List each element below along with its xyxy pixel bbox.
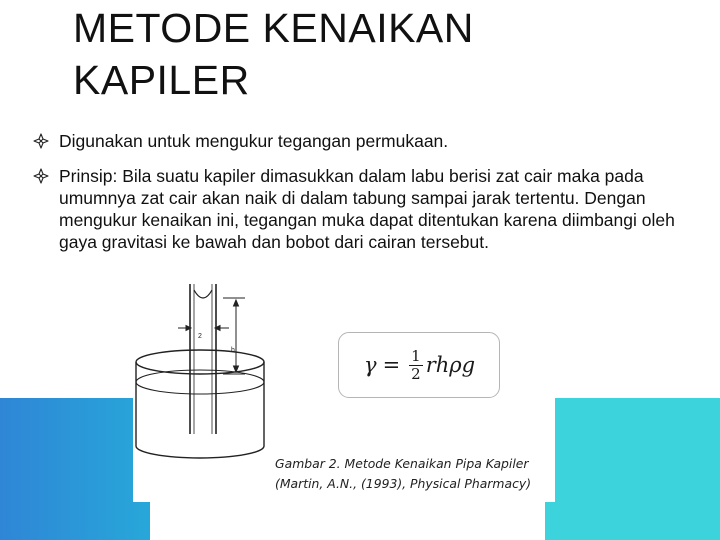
caption-line-1: Gambar 2. Metode Kenaikan Pipa Kapiler — [275, 456, 529, 471]
beaker — [136, 350, 264, 458]
decorative-cyan-band — [545, 398, 720, 540]
formula-box — [338, 332, 500, 398]
bullet-item — [33, 165, 693, 253]
figure-caption — [275, 454, 531, 494]
bullet-text: Prinsip: Bila suatu kapiler dimasukkan dalam labu berisi zat cair maka pada umumnya zat cair akan naik di dalam tabung sampai jarak tertentu. Dengan mengukur kenaikan ini, tegangan muka dapat ditentukan karena diimbangi oleh gaya gravitasi ke bawah dan bobot dari cairan tersebut. — [59, 166, 675, 252]
bullet-text: Digunakan untuk mengukur tegangan permukaan. — [59, 131, 449, 151]
formula-rhs: rhρg — [425, 353, 476, 377]
height-label: h — [231, 347, 235, 354]
slide-title — [73, 2, 474, 106]
formula-numerator: 1 — [411, 346, 421, 365]
radius-label: 2 — [198, 333, 202, 340]
capillary-tube — [190, 284, 216, 434]
diamond-bullet-icon — [33, 133, 49, 149]
title-line-1: METODE KENAIKAN — [73, 5, 474, 51]
surface-tension-formula — [364, 342, 475, 388]
capillary-figure — [133, 276, 555, 502]
decorative-blue-band — [0, 398, 150, 540]
bullet-item — [33, 130, 693, 152]
title-line-2: KAPILER — [73, 57, 250, 103]
formula-equals: = — [382, 353, 401, 377]
dimension-marks — [178, 298, 245, 374]
bullet-list — [33, 130, 693, 266]
diamond-bullet-icon — [33, 168, 49, 184]
formula-denominator: 2 — [411, 364, 421, 383]
caption-line-2: (Martin, A.N., (1993), Physical Pharmacy) — [275, 476, 532, 491]
formula-lhs: γ — [364, 353, 377, 377]
formula-fraction — [409, 348, 423, 383]
